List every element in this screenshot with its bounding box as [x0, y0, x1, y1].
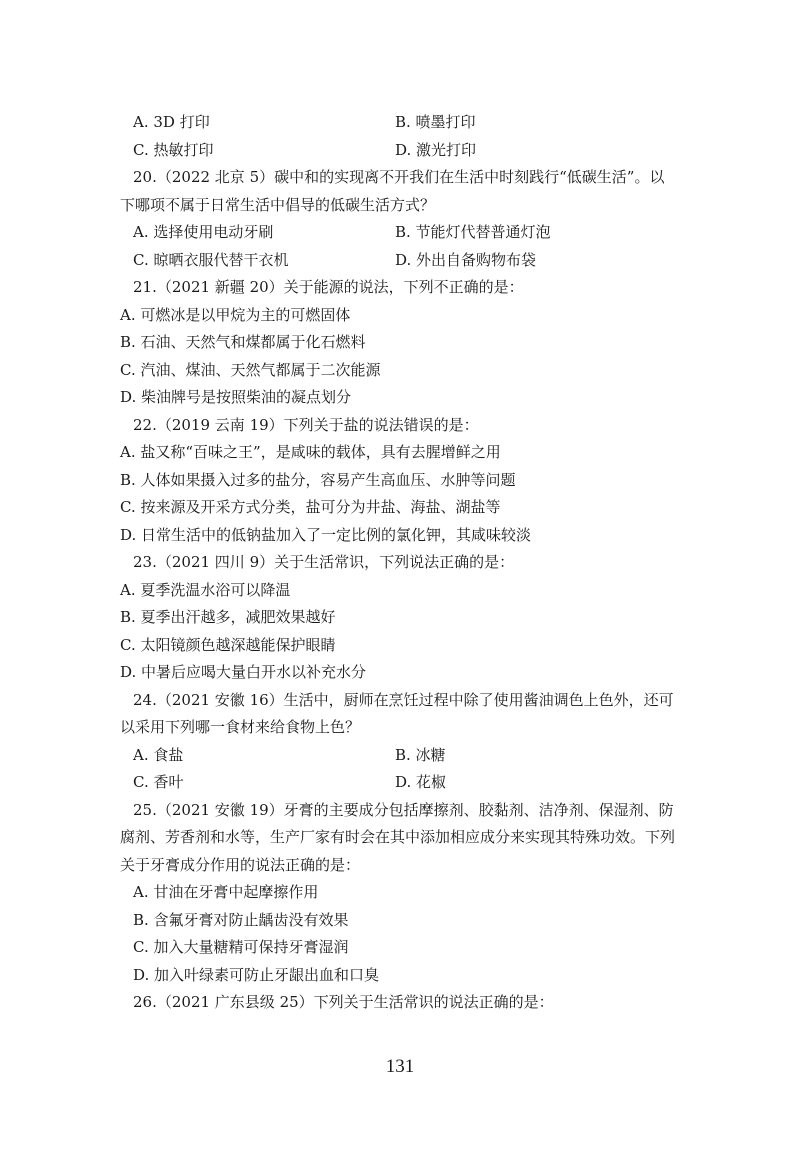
option-d: D. 加入叶绿素可防止牙龈出血和口臭 — [133, 965, 380, 984]
option-d: D. 激光打印 — [395, 140, 477, 159]
q19-options — [120, 109, 685, 137]
option-b: B. 人体如果摄入过多的盐分，容易产生高血压、水肿等问题 — [120, 470, 516, 489]
question-22: 22.（2019 云南 19）下列关于盐的说法错误的是： — [133, 415, 479, 434]
option-c: C. 汽油、煤油、天然气都属于二次能源 — [120, 360, 381, 379]
option-d: D. 花椒 — [395, 773, 447, 791]
question-23: 23.（2021 四川 9）关于生活常识，下列说法正确的是： — [133, 553, 515, 571]
question-20: 20.（2022 北京 5）碳中和的实现离不开我们在生活中时刻践行“低碳生活”。以 — [133, 168, 665, 186]
option-c: C. 加入大量糖精可保持牙膏湿润 — [133, 938, 349, 956]
question-25: 25.（2021 安徽 19）牙膏的主要成分包括摩擦剂、胶黏剂、洁净剂、保湿剂、防 — [133, 800, 674, 819]
question-26: 26.（2021 广东县级 25）下列关于生活常识的说法正确的是： — [133, 993, 554, 1011]
option-d: D. 中暑后应喝大量白开水以补充水分 — [120, 663, 367, 681]
question-25-cont: 关于牙膏成分作用的说法正确的是： — [120, 855, 361, 874]
question-24-cont: 以采用下列哪一食材来给食物上色？ — [120, 718, 361, 736]
option-b: B. 石油、天然气和煤都属于化石燃料 — [120, 333, 366, 351]
option-b: B. 含氟牙膏对防止龋齿没有效果 — [133, 910, 349, 929]
option-c: C. 晾晒衣服代替干衣机 — [133, 250, 289, 269]
option-a: A. 甘油在牙膏中起摩擦作用 — [133, 883, 319, 901]
option-c: C. 香叶 — [133, 773, 184, 791]
page-number: 131 — [385, 1056, 415, 1077]
q20-options — [120, 247, 685, 275]
option-a: A. 夏季洗温水浴可以降温 — [120, 580, 291, 599]
option-d: D. 日常生活中的低钠盐加入了一定比例的氯化钾，其咸味较淡 — [120, 525, 532, 544]
option-d: D. 外出自备购物布袋 — [395, 250, 537, 269]
option-d: D. 柴油牌号是按照柴油的凝点划分 — [120, 388, 352, 406]
option-a: A. 3D 打印 — [133, 113, 210, 131]
question-21: 21.（2021 新疆 20）关于能源的说法，下列不正确的是： — [133, 278, 524, 296]
option-c: C. 太阳镜颜色越深越能保护眼睛 — [120, 635, 336, 654]
option-b: B. 节能灯代替普通灯泡 — [395, 223, 551, 241]
q20-options — [120, 219, 685, 247]
option-a: A. 食盐 — [133, 745, 184, 764]
q24-options — [120, 742, 685, 770]
option-b: B. 冰糖 — [395, 745, 446, 764]
option-a: A. 盐又称“百味之王”，是咸味的载体，具有去腥增鲜之用 — [120, 443, 501, 461]
option-a: A. 可燃冰是以甲烷为主的可燃固体 — [120, 305, 351, 324]
question-20-cont: 下哪项不属于日常生活中倡导的低碳生活方式？ — [120, 195, 436, 214]
option-c: C. 按来源及开采方式分类，盐可分为井盐、海盐、湖盐等 — [120, 498, 501, 516]
question-24: 24.（2021 安徽 16）生活中，厨师在烹饪过程中除了使用酱油调色上色外，还可 — [133, 690, 674, 709]
option-c: C. 热敏打印 — [133, 140, 214, 159]
q19-options — [120, 137, 685, 165]
option-a: A. 选择使用电动牙刷 — [133, 223, 274, 241]
option-b: B. 夏季出汗越多，减肥效果越好 — [120, 608, 336, 626]
option-b: B. 喷墨打印 — [395, 113, 476, 131]
page-content — [120, 109, 685, 1017]
question-25-cont: 腐剂、芳香剂和水等，生产厂家有时会在其中添加相应成分来实现其特殊功效。下列 — [120, 828, 676, 846]
q24-options — [120, 769, 685, 797]
